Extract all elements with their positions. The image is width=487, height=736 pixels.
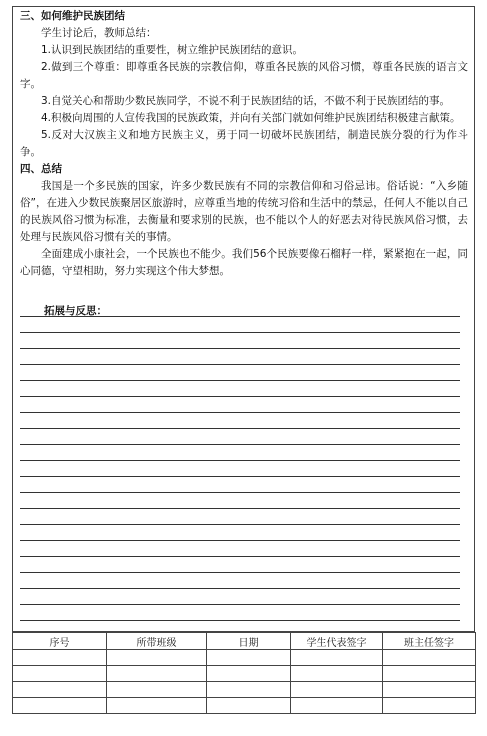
table-cell[interactable]	[107, 682, 207, 698]
writing-line	[20, 332, 460, 333]
table-cell[interactable]	[13, 698, 107, 714]
table-row	[13, 650, 476, 666]
section3-item-5: 5.反对大汉族主义和地方民族主义，勇于同一切破坏民族团结，制造民族分裂的行为作斗争。	[20, 129, 468, 158]
signature-table-header	[13, 633, 476, 650]
table-row	[13, 666, 476, 682]
section4-paragraph-1: 我国是一个多民族的国家，许多少数民族有不同的宗教信仰和习俗忌讳。俗话说：“入乡随俗”，在进入少数民族聚居区旅游时，应尊重当地的传统习俗和生活中的禁忌，任何人不能以自己的民族风俗习惯为标准，去衡量和要求别的民族，也不能以个人的好恶去对待民族风俗习惯，去处理与民族风俗习惯有关的事情。	[20, 180, 468, 243]
writing-line	[20, 620, 460, 621]
table-cell[interactable]	[291, 666, 383, 682]
table-cell[interactable]	[383, 682, 476, 698]
table-cell[interactable]	[207, 650, 291, 666]
table-row	[13, 682, 476, 698]
writing-line	[20, 524, 460, 525]
table-cell[interactable]	[291, 682, 383, 698]
table-cell[interactable]	[291, 698, 383, 714]
section3-item-4: 4.积极向周围的人宣传我国的民族政策，并向有关部门就如何维护民族团结积极建言献策。	[41, 112, 461, 124]
section3-item-2: 2.做到三个尊重：即尊重各民族的宗教信仰，尊重各民族的风俗习惯，尊重各民族的语言文字。	[20, 61, 468, 90]
table-cell[interactable]	[107, 698, 207, 714]
writing-line	[20, 412, 460, 413]
table-cell[interactable]	[13, 682, 107, 698]
header-serial: 序号	[13, 633, 107, 650]
reflection-label: 拓展与反思：	[44, 305, 107, 317]
table-cell[interactable]	[207, 682, 291, 698]
writing-line	[20, 540, 460, 541]
table-cell[interactable]	[13, 650, 107, 666]
table-row	[13, 698, 476, 714]
header-student-signature: 学生代表签字	[291, 633, 383, 650]
table-cell[interactable]	[383, 698, 476, 714]
table-cell[interactable]	[13, 666, 107, 682]
writing-line	[20, 572, 460, 573]
signature-table	[12, 632, 476, 714]
table-cell[interactable]	[383, 650, 476, 666]
table-cell[interactable]	[207, 698, 291, 714]
lesson-content	[20, 8, 468, 280]
writing-line	[20, 492, 460, 493]
section3-item-1: 1.认识到民族团结的重要性，树立维护民族团结的意识。	[41, 44, 304, 56]
table-cell[interactable]	[207, 666, 291, 682]
section4-paragraph-2: 全面建成小康社会，一个民族也不能少。我们56个民族要像石榴籽一样，紧紧抱在一起，同心同德，守望相助，努力实现这个伟大梦想。	[20, 248, 468, 277]
header-date: 日期	[207, 633, 291, 650]
writing-line	[20, 364, 460, 365]
writing-line	[20, 476, 460, 477]
table-cell[interactable]	[383, 666, 476, 682]
writing-line	[20, 508, 460, 509]
writing-line	[20, 588, 460, 589]
writing-line	[20, 604, 460, 605]
section4-heading: 四、总结	[20, 163, 62, 175]
writing-line	[20, 444, 460, 445]
header-teacher-signature: 班主任签字	[383, 633, 476, 650]
table-cell[interactable]	[107, 666, 207, 682]
section3-heading: 三、如何维护民族团结	[20, 10, 125, 22]
section3-intro: 学生讨论后，教师总结：	[41, 27, 157, 39]
writing-line	[20, 460, 460, 461]
table-cell[interactable]	[291, 650, 383, 666]
writing-line	[20, 348, 460, 349]
writing-line	[20, 396, 460, 397]
section3-item-3: 3.自觉关心和帮助少数民族同学，不说不利于民族团结的话，不做不利于民族团结的事。	[41, 95, 451, 107]
header-class: 所带班级	[107, 633, 207, 650]
writing-line	[20, 380, 460, 381]
writing-line	[20, 316, 460, 317]
writing-line	[20, 428, 460, 429]
table-cell[interactable]	[107, 650, 207, 666]
writing-line	[20, 556, 460, 557]
